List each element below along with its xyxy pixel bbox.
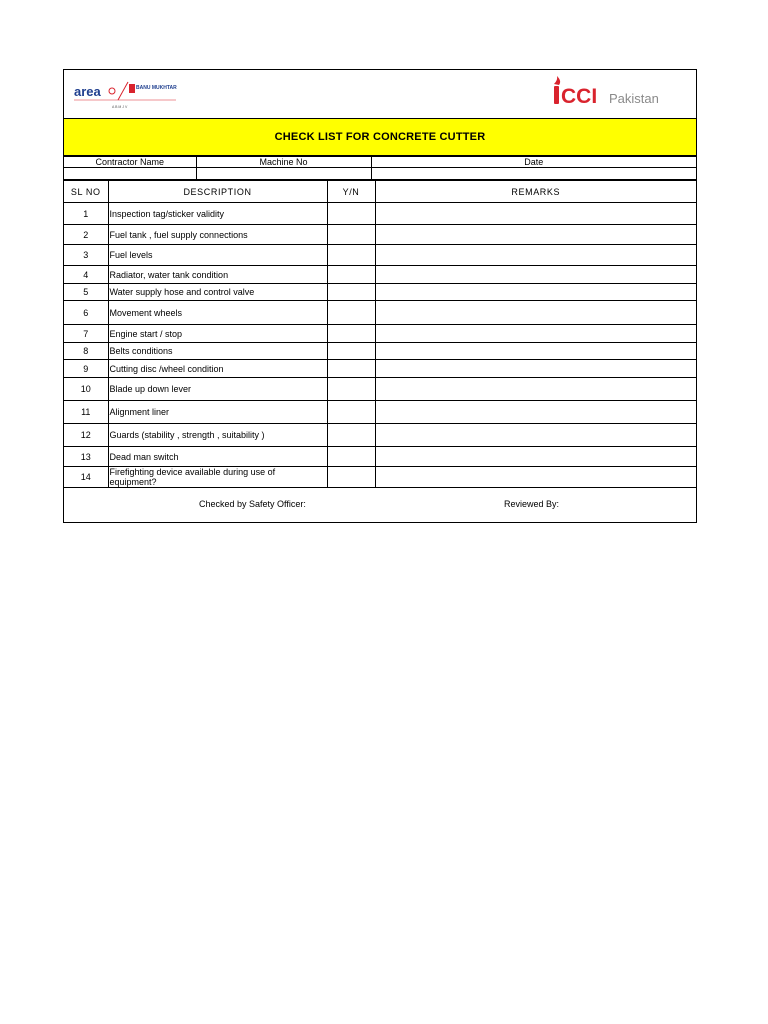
checklist-rows [64,203,696,488]
area-banu-mukhtar-logo [72,79,182,111]
row-number: 9 [64,360,108,378]
row-description: Blade up down lever [108,378,327,401]
machine-no-header: Machine No [196,157,371,168]
row-remarks-field[interactable] [375,325,696,343]
row-yn-field[interactable] [327,325,375,343]
row-remarks-field[interactable] [375,266,696,284]
area-logo-text: area [74,84,101,99]
row-yn-field[interactable] [327,203,375,225]
table-row [64,360,696,378]
cci-logo-text: CCI [561,85,598,108]
sl-no-header: SL NO [64,181,108,203]
row-remarks-field[interactable] [375,225,696,245]
row-number: 11 [64,401,108,424]
row-number: 12 [64,424,108,447]
row-yn-field[interactable] [327,360,375,378]
machine-no-field[interactable] [196,168,371,180]
yn-header: Y/N [327,181,375,203]
row-number: 3 [64,245,108,266]
row-remarks-field[interactable] [375,343,696,360]
signature-footer [64,488,696,522]
info-table [64,156,696,180]
table-row [64,343,696,360]
page-title: CHECK LIST FOR CONCRETE CUTTER [64,119,696,156]
cci-pakistan-logo [548,76,678,110]
row-number: 4 [64,266,108,284]
row-number: 1 [64,203,108,225]
table-row [64,401,696,424]
row-yn-field[interactable] [327,467,375,488]
table-row [64,378,696,401]
row-number: 10 [64,378,108,401]
contractor-name-field[interactable] [64,168,196,180]
table-row [64,203,696,225]
row-yn-field[interactable] [327,284,375,301]
row-yn-field[interactable] [327,424,375,447]
pakistan-logo-text: Pakistan [609,91,659,106]
row-remarks-field[interactable] [375,424,696,447]
row-description: Belts conditions [108,343,327,360]
checklist-sheet [63,69,697,523]
row-description: Fuel tank , fuel supply connections [108,225,327,245]
column-header-row [64,181,696,203]
table-row [64,424,696,447]
table-row [64,266,696,284]
row-remarks-field[interactable] [375,360,696,378]
abm-jv-text: A B M J V [112,105,128,109]
table-row [64,225,696,245]
remarks-header: REMARKS [375,181,696,203]
row-description: Alignment liner [108,401,327,424]
row-yn-field[interactable] [327,378,375,401]
row-number: 6 [64,301,108,325]
table-row [64,301,696,325]
table-row [64,325,696,343]
date-field[interactable] [371,168,696,180]
row-description: Movement wheels [108,301,327,325]
row-yn-field[interactable] [327,245,375,266]
row-description: Cutting disc /wheel condition [108,360,327,378]
banu-mukhtar-text: BANU MUKHTAR [136,85,177,91]
row-remarks-field[interactable] [375,378,696,401]
row-description: Inspection tag/sticker validity [108,203,327,225]
row-yn-field[interactable] [327,447,375,467]
row-remarks-field[interactable] [375,284,696,301]
row-description: Fuel levels [108,245,327,266]
row-number: 7 [64,325,108,343]
contractor-name-header: Contractor Name [64,157,196,168]
row-description: Radiator, water tank condition [108,266,327,284]
row-yn-field[interactable] [327,343,375,360]
description-header: DESCRIPTION [108,181,327,203]
row-remarks-field[interactable] [375,447,696,467]
row-yn-field[interactable] [327,266,375,284]
row-number: 5 [64,284,108,301]
row-number: 13 [64,447,108,467]
checked-by-label: Checked by Safety Officer: [199,499,306,509]
row-remarks-field[interactable] [375,401,696,424]
row-description: Water supply hose and control valve [108,284,327,301]
table-row [64,284,696,301]
table-row [64,245,696,266]
row-number: 14 [64,467,108,488]
checklist-table [64,180,696,488]
row-yn-field[interactable] [327,225,375,245]
row-number: 8 [64,343,108,360]
table-row [64,467,696,488]
table-row [64,447,696,467]
row-description: Dead man switch [108,447,327,467]
flame-icon [554,76,560,85]
row-remarks-field[interactable] [375,467,696,488]
logo-header [64,70,696,119]
reviewed-by-label: Reviewed By: [504,499,560,509]
row-description: Guards (stability , strength , suitability ) [108,424,327,447]
row-description: Engine start / stop [108,325,327,343]
date-header: Date [371,157,696,168]
row-remarks-field[interactable] [375,245,696,266]
row-description: Firefighting device available during use of equipment? [108,467,327,488]
row-remarks-field[interactable] [375,203,696,225]
row-yn-field[interactable] [327,301,375,325]
row-remarks-field[interactable] [375,301,696,325]
row-number: 2 [64,225,108,245]
row-yn-field[interactable] [327,401,375,424]
